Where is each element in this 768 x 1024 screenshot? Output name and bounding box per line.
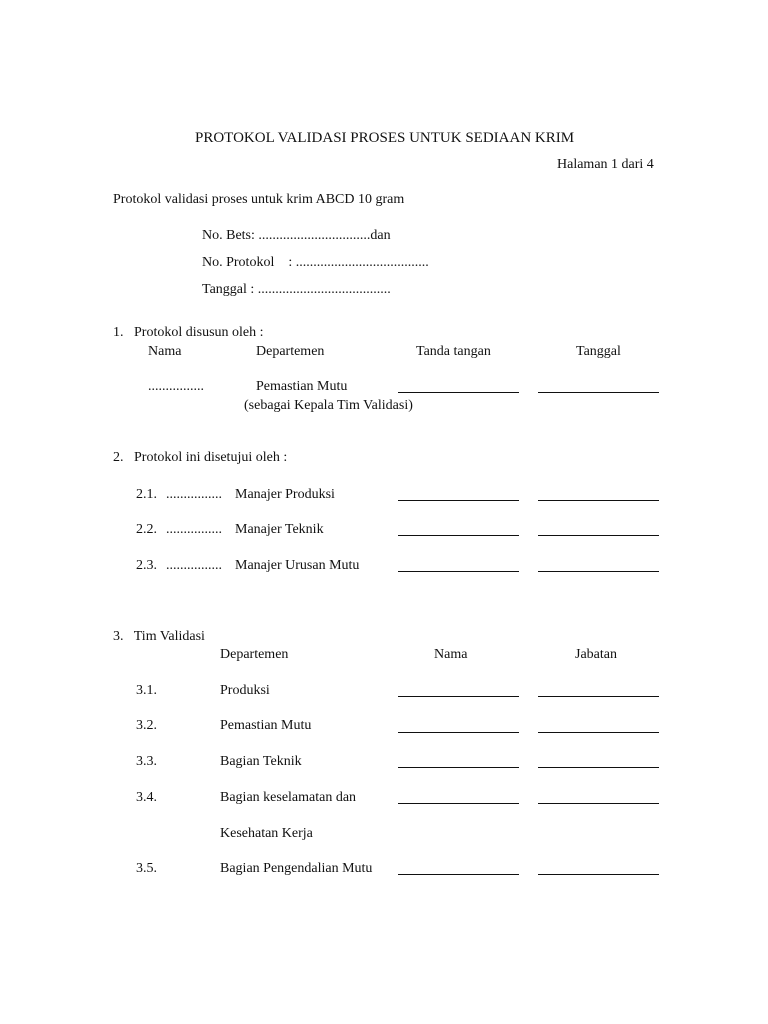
name-line: [398, 803, 519, 804]
position-line: [538, 732, 659, 733]
header-tanda-tangan: Tanda tangan: [416, 344, 491, 359]
header-departemen: Departemen: [220, 647, 289, 662]
name-line: [398, 696, 519, 697]
signature-line: [398, 571, 519, 572]
section1-departemen: Pemastian Mutu: [256, 379, 348, 394]
item-number: 2.3.: [136, 558, 157, 573]
header-tanggal: Tanggal: [576, 344, 621, 359]
intro-text: Protokol validasi proses untuk krim ABCD 10 gram: [113, 192, 405, 207]
header-nama: Nama: [434, 647, 468, 662]
header-jabatan: Jabatan: [575, 647, 617, 662]
item-dots: ................: [166, 558, 222, 573]
item-label: Manajer Produksi: [235, 487, 335, 502]
item-number: 3.5.: [136, 861, 157, 876]
header-departemen: Departemen: [256, 344, 325, 359]
item-number: 3.1.: [136, 683, 157, 698]
item-label: Pemastian Mutu: [220, 718, 312, 733]
item-number: 3.3.: [136, 754, 157, 769]
position-line: [538, 696, 659, 697]
section3-heading: 3. Tim Validasi: [113, 629, 205, 644]
signature-line: [398, 392, 519, 393]
date-line: [538, 535, 659, 536]
name-line: [398, 767, 519, 768]
item-dots: ................: [166, 522, 222, 537]
name-line: [398, 732, 519, 733]
no-bets-field: No. Bets: ................................dan: [202, 228, 391, 243]
item-label-continued: Kesehatan Kerja: [220, 826, 313, 841]
item-number: 2.2.: [136, 522, 157, 537]
section2-heading: 2. Protokol ini disetujui oleh :: [113, 450, 288, 465]
tanggal-field: Tanggal : ......................................: [202, 282, 391, 297]
date-line: [538, 571, 659, 572]
signature-line: [398, 535, 519, 536]
date-line: [538, 500, 659, 501]
section1-nama-dots: ................: [148, 379, 204, 394]
position-line: [538, 803, 659, 804]
item-number: 3.4.: [136, 790, 157, 805]
page-indicator: Halaman 1 dari 4: [557, 157, 654, 172]
name-line: [398, 874, 519, 875]
header-nama: Nama: [148, 344, 182, 359]
item-number: 3.2.: [136, 718, 157, 733]
item-dots: ................: [166, 487, 222, 502]
item-label: Bagian Pengendalian Mutu: [220, 861, 373, 876]
item-label: Bagian Teknik: [220, 754, 302, 769]
document-title: PROTOKOL VALIDASI PROSES UNTUK SEDIAAN KRIM: [195, 130, 575, 146]
item-label: Bagian keselamatan dan: [220, 790, 357, 805]
item-number: 2.1.: [136, 487, 157, 502]
signature-line: [398, 500, 519, 501]
position-line: [538, 767, 659, 768]
section1-note: (sebagai Kepala Tim Validasi): [244, 398, 413, 413]
position-line: [538, 874, 659, 875]
section1-heading: 1. Protokol disusun oleh :: [113, 325, 264, 340]
date-line: [538, 392, 659, 393]
no-protokol-field: No. Protokol : ......................................: [202, 255, 429, 270]
item-label: Produksi: [220, 683, 270, 698]
item-label: Manajer Teknik: [235, 522, 324, 537]
item-label: Manajer Urusan Mutu: [235, 558, 360, 573]
